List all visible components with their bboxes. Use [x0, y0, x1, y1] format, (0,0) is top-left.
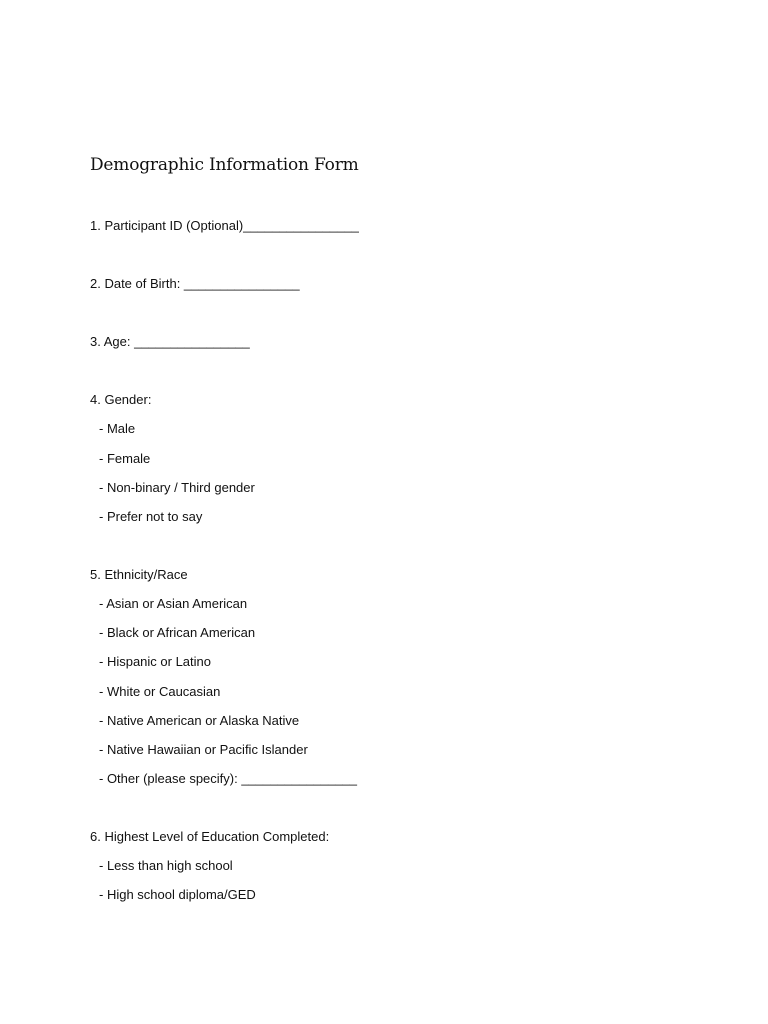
education-option: - High school diploma/GED [99, 887, 256, 902]
question-participant-id: 1. Participant ID (Optional)________________ [90, 218, 359, 233]
gender-option: - Male [99, 421, 136, 436]
gender-option: - Female [99, 451, 151, 466]
question-ethnicity: 5. Ethnicity/Race [90, 567, 188, 582]
ethnicity-option: - Native Hawaiian or Pacific Islander [99, 742, 308, 757]
question-age: 3. Age: ________________ [90, 334, 250, 349]
gender-option: - Prefer not to say [99, 509, 203, 524]
ethnicity-option: - Hispanic or Latino [99, 654, 211, 669]
education-option: - Less than high school [99, 858, 233, 873]
question-gender: 4. Gender: [90, 392, 152, 407]
ethnicity-option: - White or Caucasian [99, 684, 221, 699]
ethnicity-option: - Black or African American [99, 625, 256, 640]
question-date-of-birth: 2. Date of Birth: ________________ [90, 276, 300, 291]
form-title: Demographic Information Form [90, 155, 359, 175]
ethnicity-option: - Other (please specify): ________________ [99, 771, 358, 786]
ethnicity-option: - Native American or Alaska Native [99, 713, 300, 728]
question-education: 6. Highest Level of Education Completed: [90, 829, 330, 844]
gender-option: - Non-binary / Third gender [99, 480, 255, 495]
ethnicity-option: - Asian or Asian American [99, 596, 248, 611]
